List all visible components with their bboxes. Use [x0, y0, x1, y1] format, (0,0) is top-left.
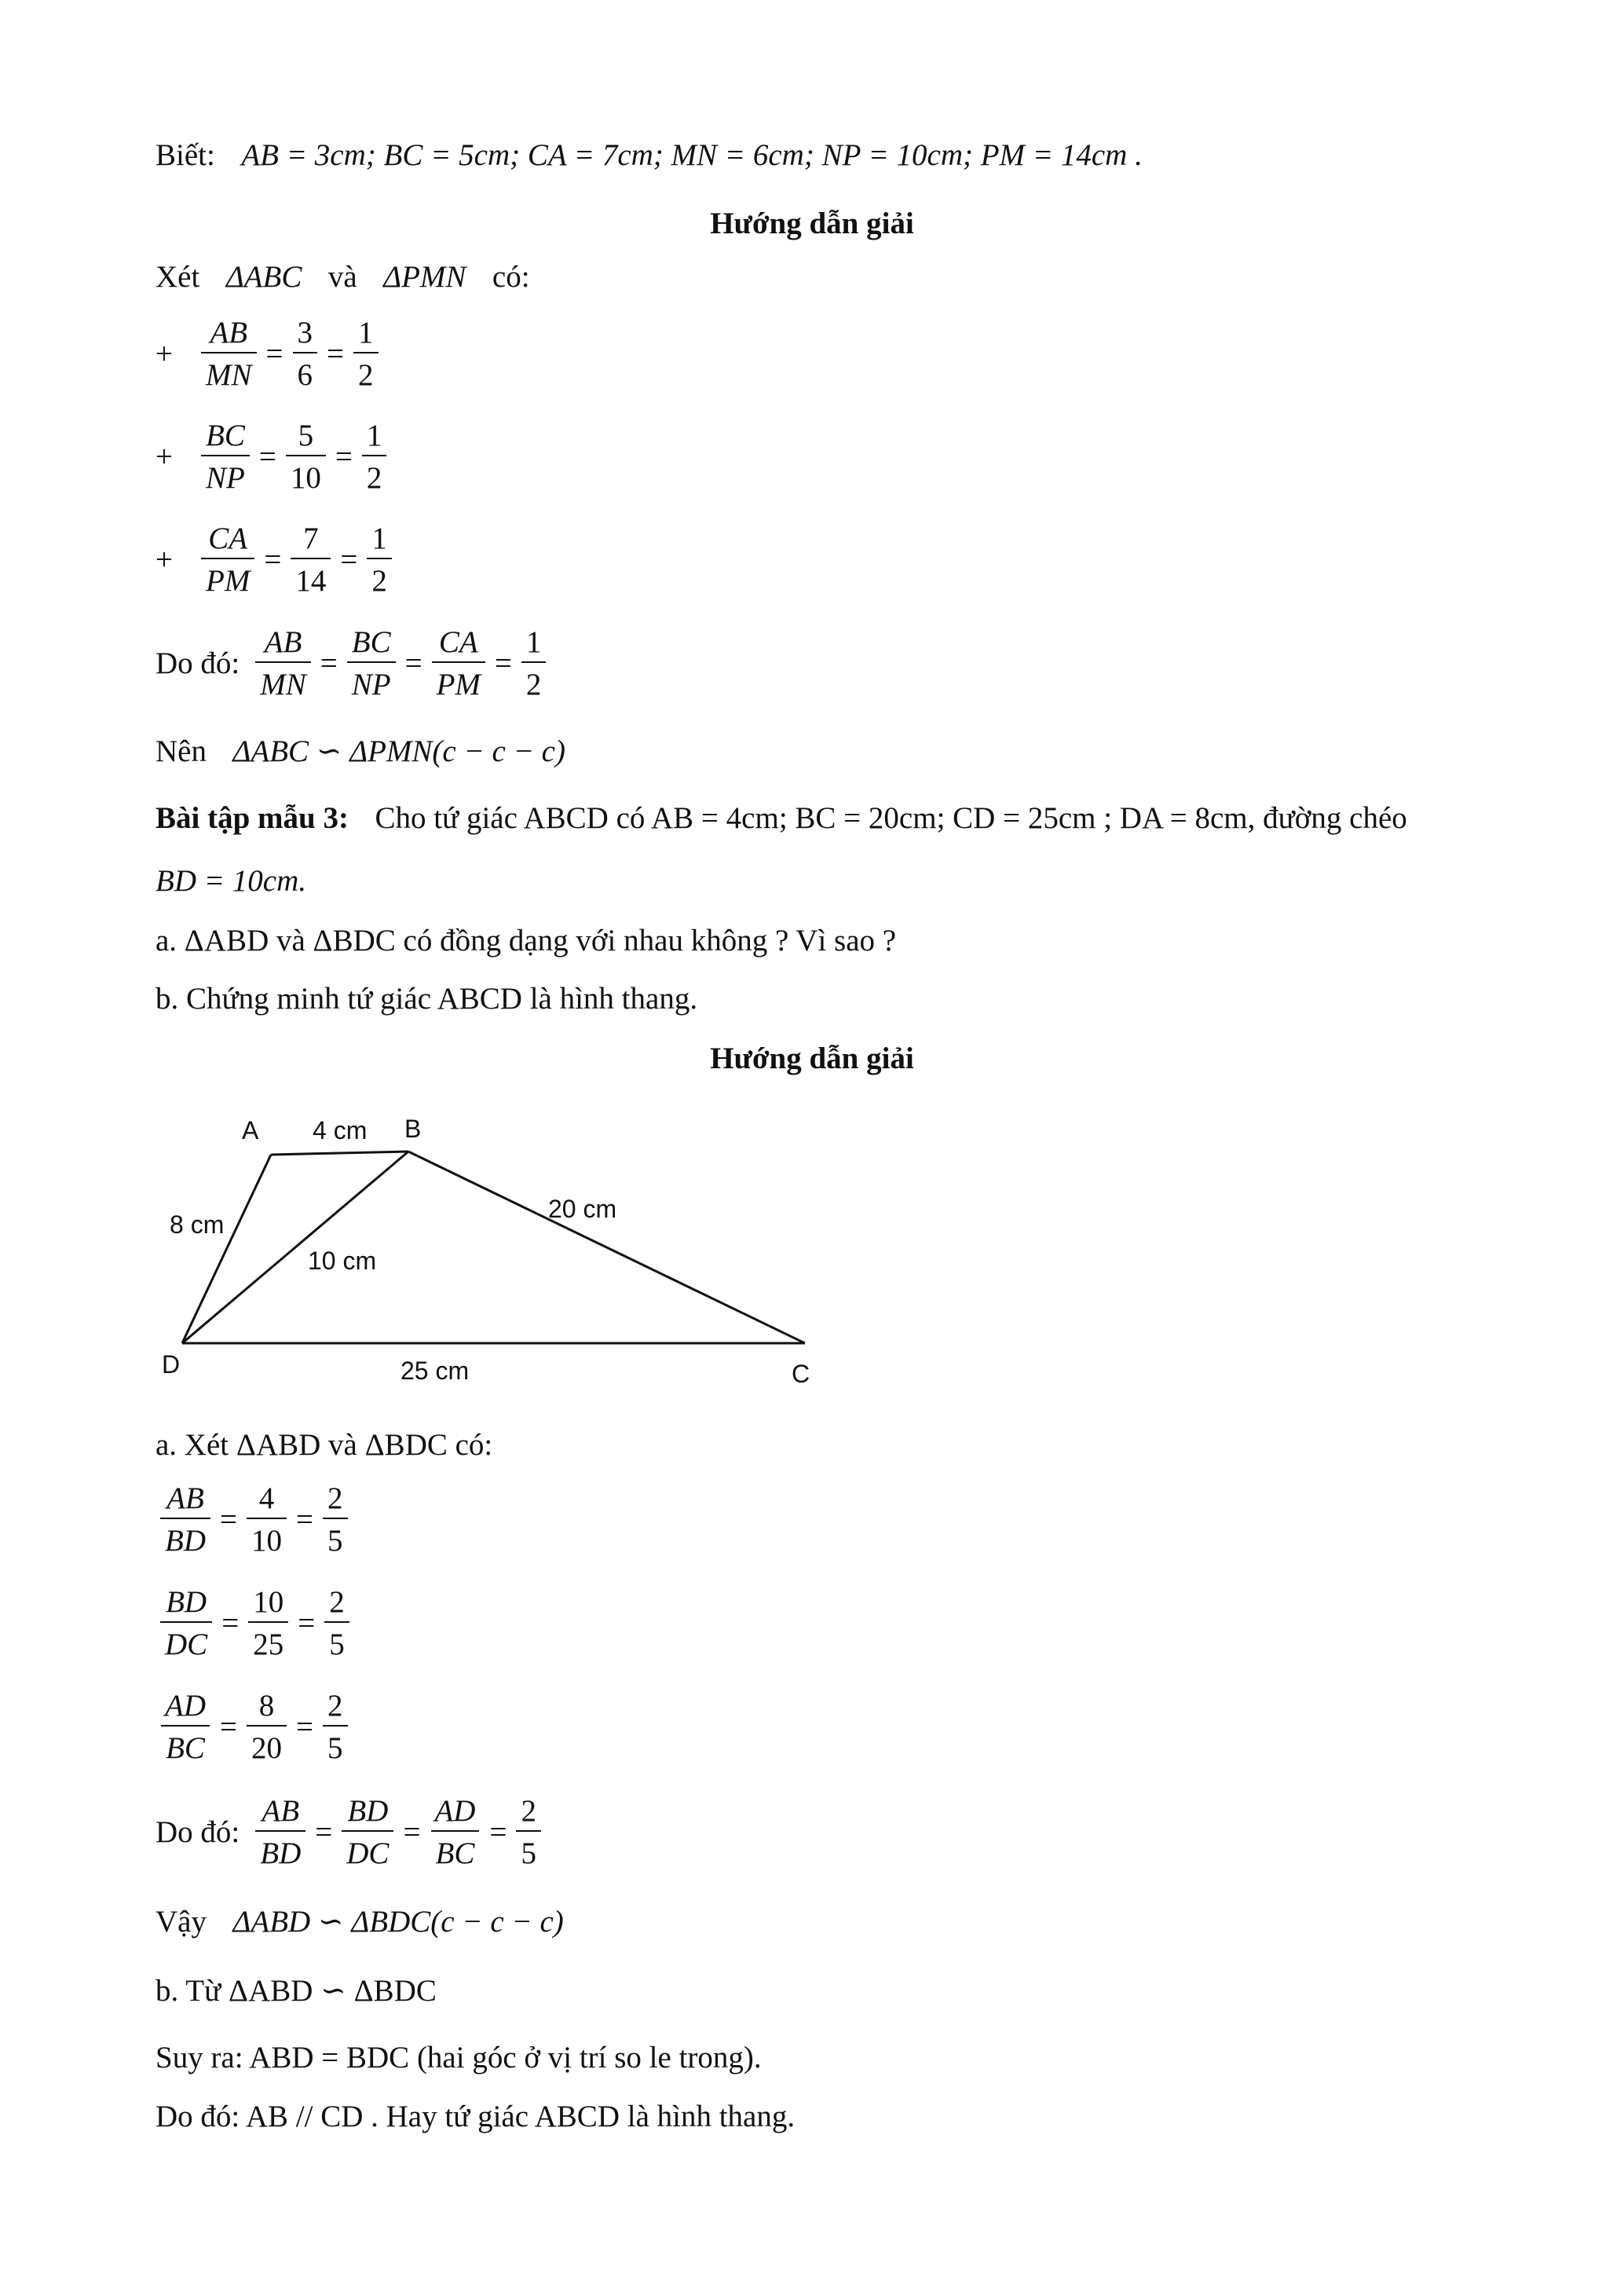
fraction: $\frac{1}{2}$: [367, 523, 392, 596]
label-ab-length: 4 cm: [313, 1116, 368, 1144]
quadrilateral-figure: [149, 1108, 840, 1398]
exercise-3-line: [155, 803, 1407, 833]
fraction: $\frac{1}{2}$: [353, 317, 379, 390]
triangle-abc: ΔABC: [225, 260, 302, 294]
plus-sign: +: [155, 440, 173, 474]
label-c: C: [792, 1360, 810, 1388]
triangle-pmn: ΔPMN: [383, 260, 466, 294]
label-bd-length: 10 cm: [308, 1247, 377, 1275]
exercise-text-2: BD = 10cm.: [155, 864, 307, 898]
edge-bc: [408, 1152, 805, 1343]
ratio-row-bd-dc: $\frac{BD}{DC}$ = $\frac{10}{25}$ = $\frac{2}{5}$: [155, 1587, 354, 1660]
question-b: b. Chứng minh tứ giác ABCD là hình thang.: [155, 982, 698, 1016]
label-b: B: [404, 1115, 422, 1143]
label-da-length: 8 cm: [170, 1210, 225, 1239]
given-line: [155, 140, 1143, 170]
and-text: và: [327, 260, 357, 294]
label-bc-length: 20 cm: [548, 1195, 617, 1223]
ratio-row-bc-np: + $\frac{BC}{NP}$ = $\frac{5}{10}$ = $\frac{1}{2}$: [155, 420, 391, 493]
ratio-chain-2: Do đó: $\frac{AB}{BD}$ = $\frac{BD}{DC}$ = $\frac{AD}{BC}$ = $\frac{2}{5}$: [155, 1796, 546, 1869]
exercise-text: Cho tứ giác ABCD có AB = 4cm; BC = 20cm; CD = 25cm ; DA = 8cm, đường chéo: [375, 801, 1407, 835]
fraction: $\frac{1}{2}$: [362, 420, 387, 493]
solution-heading-2: Hướng dẫn giải: [710, 1042, 914, 1075]
exercise-label: Bài tập mẫu 3:: [155, 801, 349, 835]
final-conclusion-line: Do đó: AB // CD . Hay tứ giác ABCD là hình thang.: [155, 2100, 796, 2133]
fraction: $\frac{3}{6}$: [293, 317, 318, 390]
exercise-3-line-2: [155, 866, 306, 896]
similarity-statement: ΔABC ∽ ΔPMN(c − c − c): [232, 734, 565, 768]
solution-a-intro: a. Xét ΔABD và ΔBDC có:: [155, 1428, 493, 1462]
conclusion-line-1: [155, 736, 565, 767]
fraction: $\frac{5}{10}$: [286, 420, 326, 493]
consider-text: Xét: [155, 260, 200, 294]
fraction: $\frac{BC}{NP}$: [201, 420, 250, 493]
thus-text: Vậy: [155, 1905, 207, 1939]
ratio-row-ab-bd: $\frac{AB}{BD}$ = $\frac{4}{10}$ = $\frac{2}{5}$: [155, 1483, 353, 1556]
label-dc-length: 25 cm: [401, 1357, 470, 1385]
fraction: $\frac{AB}{MN}$: [201, 317, 257, 390]
similarity-statement: ΔABD ∽ ΔBDC(c − c − c): [232, 1905, 564, 1939]
plus-sign: +: [155, 543, 173, 577]
therefore-text: Do đó:: [155, 1815, 240, 1849]
plus-sign: +: [155, 337, 173, 371]
given-values: AB = 3cm; BC = 5cm; CA = 7cm; MN = 6cm; NP = 10cm; PM = 14cm .: [241, 138, 1143, 172]
given-label: Biết:: [155, 138, 215, 172]
edge-ab: [271, 1152, 408, 1155]
has-text: có:: [492, 260, 530, 294]
ratio-row-ad-bc: $\frac{AD}{BC}$ = $\frac{8}{20}$ = $\frac{2}{5}$: [155, 1690, 353, 1763]
therefore-text: Do đó:: [155, 646, 240, 680]
label-a: A: [242, 1116, 259, 1144]
fraction: $\frac{CA}{PM}$: [201, 523, 254, 596]
solution-heading-1: Hướng dẫn giải: [710, 207, 914, 240]
label-d: D: [162, 1350, 181, 1379]
so-text: Nên: [155, 734, 207, 768]
solution-b-intro: b. Từ ΔABD ∽ ΔBDC: [155, 1974, 437, 2008]
consider-line: [155, 262, 530, 292]
conclusion-line-2: [155, 1906, 564, 1937]
fraction: $\frac{7}{14}$: [291, 523, 331, 596]
ratio-row-ca-pm: + $\frac{CA}{PM}$ = $\frac{7}{14}$ = $\frac{1}{2}$: [155, 523, 397, 596]
ratio-chain-1: Do đó: $\frac{AB}{MN}$ = $\frac{BC}{NP}$ = $\frac{CA}{PM}$ = $\frac{1}{2}$: [155, 627, 550, 700]
edge-da: [182, 1155, 271, 1343]
angle-equality-line: Suy ra: ABD = BDC (hai góc ở vị trí so le trong).: [155, 2041, 762, 2074]
ratio-row-ab-mn: + $\frac{AB}{MN}$ = $\frac{3}{6}$ = $\frac{1}{2}$: [155, 317, 383, 390]
question-a: a. ΔABD và ΔBDC có đồng dạng với nhau không ? Vì sao ?: [155, 924, 897, 958]
